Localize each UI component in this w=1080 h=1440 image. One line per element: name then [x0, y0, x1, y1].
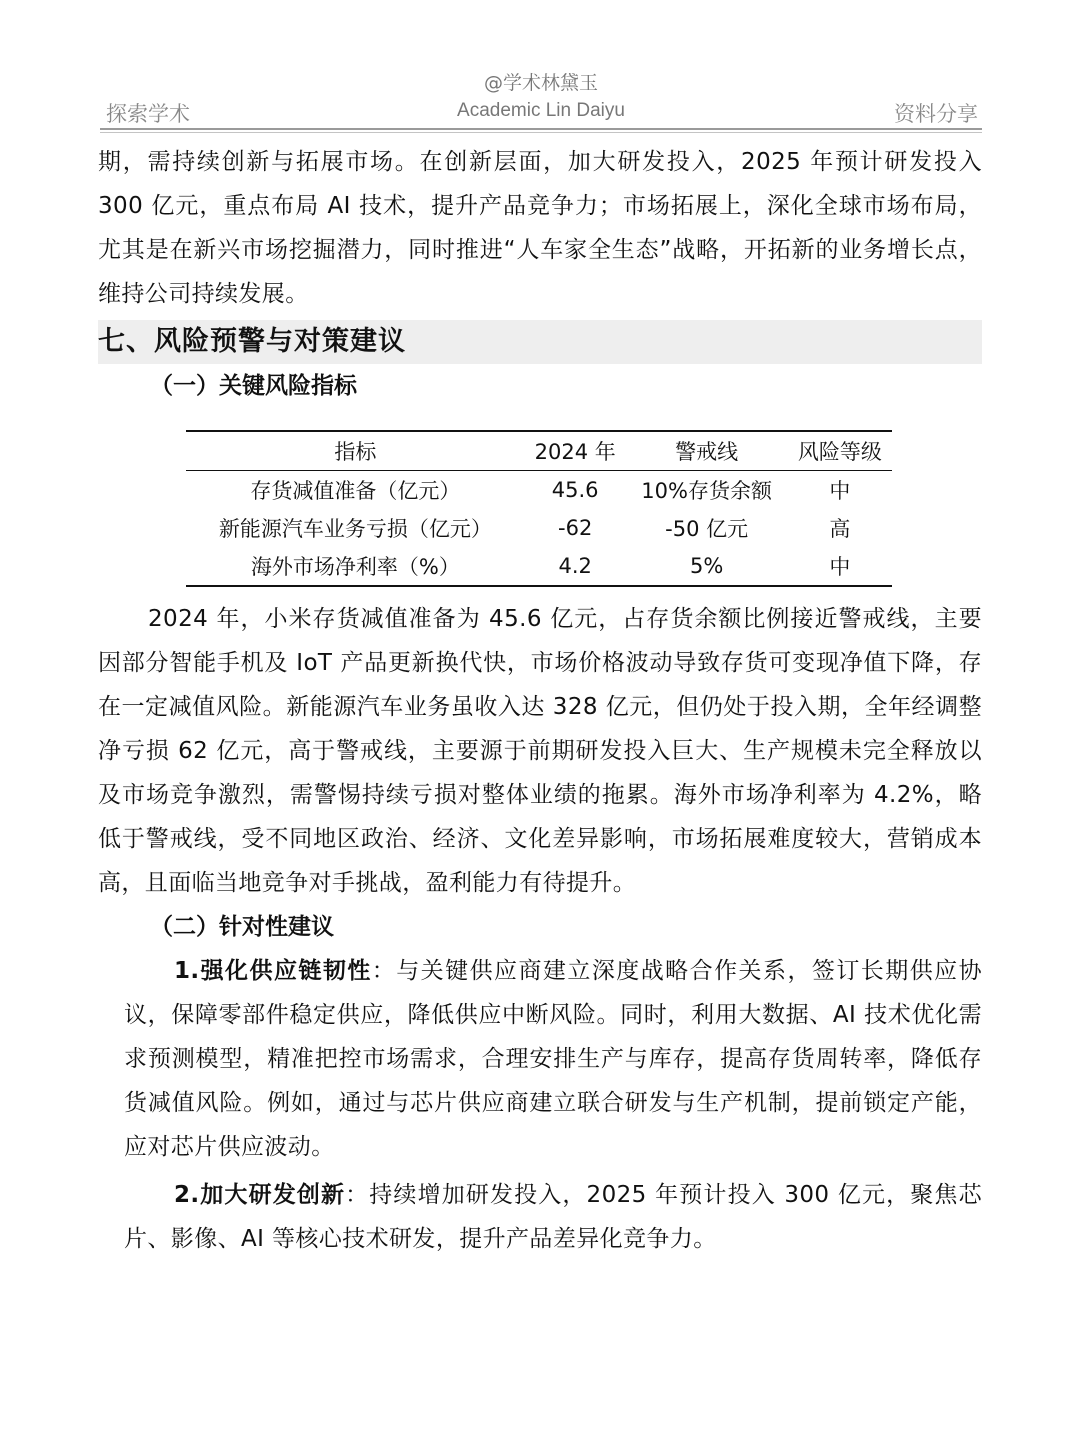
table-header-cell: 警戒线 — [675, 440, 739, 464]
suggestion-body: ：持续增加研发投入，2025 年预计投入 300 亿元，聚焦芯片、影像、AI 等核心技术研发，提升产品差异化竞争力。 — [124, 1182, 982, 1252]
subsection-2-heading: （二）针对性建议 — [150, 914, 334, 940]
page-header — [100, 64, 982, 132]
table-row — [186, 471, 892, 510]
table-cell: 中 — [829, 555, 851, 579]
document-body — [98, 140, 982, 1261]
table-cell: 45.6 — [551, 478, 599, 502]
table-cell: 4.2 — [558, 554, 592, 578]
header-left-label: 探索学术 — [106, 102, 190, 126]
table-cell: -50 亿元 — [665, 517, 749, 541]
header-rule-thin — [100, 132, 982, 133]
header-author-english: Academic Lin Daiyu — [457, 100, 625, 121]
table-header-cell: 风险等级 — [797, 440, 882, 464]
table-header-row — [186, 431, 892, 471]
table-cell: 高 — [829, 517, 851, 541]
header-rule-thick — [100, 128, 982, 130]
table-cell: 5% — [689, 554, 724, 578]
suggestion-list — [98, 949, 982, 1261]
risk-analysis-paragraph: 2024 年，小米存货减值准备为 45.6 亿元，占存货余额比例接近警戒线，主要因部分智能手机及 IoT 产品更新换代快，市场价格波动导致存货可变现净值下降，存在一定减值风险。新能源汽车业务虽收入达 328 亿元，但仍处于投入期，全年经调整净亏损 62 亿元，高于警戒线，主要源于前期研发投入巨大、生产规模未完全释放以及市场竞争激烈，需警惕持续亏损对整体业绩的拖累。海外市场净利率为 4.2%，略低于警戒线，受不同地区政治、经济、文化差异影响，市场拓展难度较大，营销成本高，且面临当地竞争对手挑战，盈利能力有待提升。 — [98, 606, 982, 896]
risk-indicator-table — [186, 430, 892, 587]
suggestion-title: 2.加大研发创新 — [174, 1182, 346, 1208]
header-author-handle: @学术林黛玉 — [483, 72, 598, 94]
table-cell: 海外市场净利率（%） — [250, 555, 460, 579]
intro-paragraph: 期，需持续创新与拓展市场。在创新层面，加大研发投入，2025 年预计研发投入 300 亿元，重点布局 AI 技术，提升产品竞争力；市场拓展上，深化全球市场布局，尤其是在新兴市场挖掘潜力，同时推进“人车家全生态”战略，开拓新的业务增长点，维持公司持续发展。 — [98, 149, 982, 307]
table-header-cell: 指标 — [334, 440, 377, 464]
suggestion-title: 1.强化供应链韧性 — [174, 958, 372, 984]
header-right-label: 资料分享 — [894, 102, 978, 126]
table-cell: 中 — [829, 479, 851, 503]
suggestion-item — [98, 1173, 982, 1261]
subsection-1-heading: （一）关键风险指标 — [150, 373, 357, 399]
suggestion-item — [98, 949, 982, 1169]
table-row — [186, 509, 892, 547]
table-row — [186, 547, 892, 586]
table-cell: 10%存货余额 — [641, 479, 772, 503]
table-cell: 存货减值准备（亿元） — [250, 479, 461, 503]
suggestion-body: ：与关键供应商建立深度战略合作关系，签订长期供应协议，保障零部件稳定供应，降低供应中断风险。同时，利用大数据、AI 技术优化需求预测模型，精准把控市场需求，合理安排生产与库存，提高存货周转率，降低存货减值风险。例如，通过与芯片供应商建立联合研发与生产机制，提前锁定产能，应对芯片供应波动。 — [124, 958, 983, 1160]
section-7-heading: 七、风险预警与对策建议 — [98, 320, 982, 364]
table-cell: -62 — [558, 516, 593, 540]
table-cell: 新能源汽车业务亏损（亿元） — [218, 517, 492, 541]
table-header-cell: 2024 年 — [534, 440, 616, 464]
